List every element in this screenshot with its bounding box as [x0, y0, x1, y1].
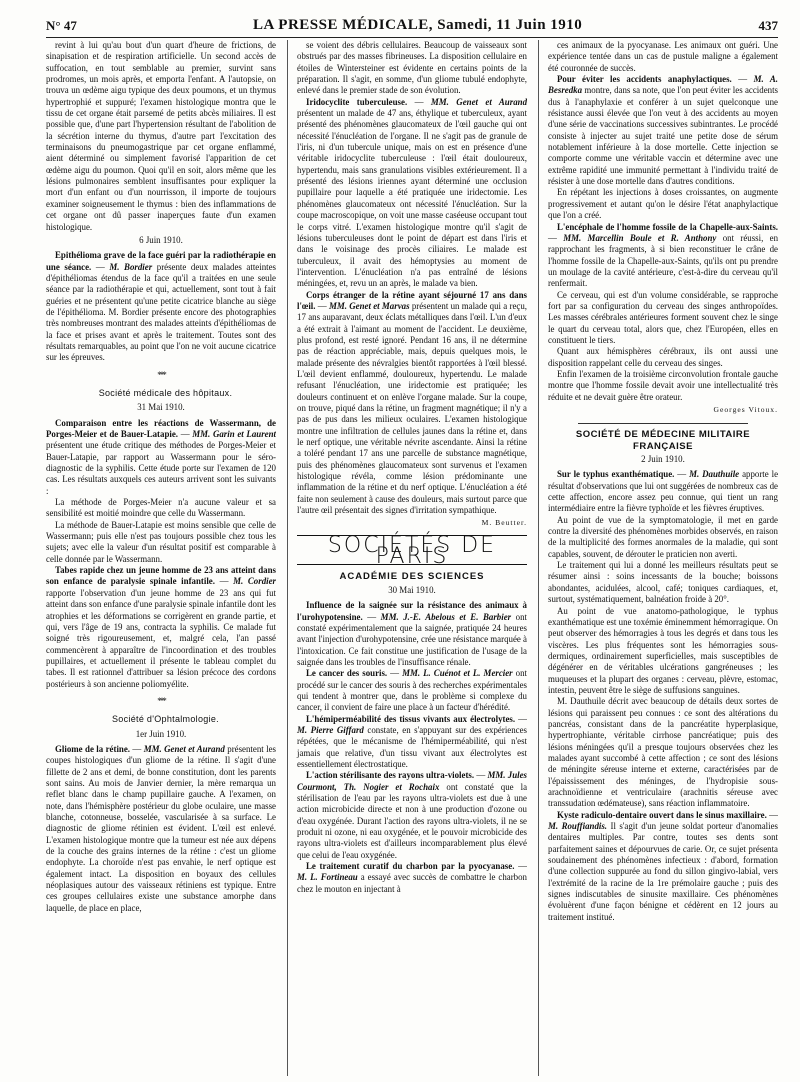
section-separator: ***: [157, 695, 165, 706]
paragraph: revint à lui qu'au bout d'un quart d'heure de frictions, de sinapisation et de respiration artificielle. Un second accès de suffocation, en tout semblable au premier, survint sans prodromes, un mois après, et emporta l'enfant. A l'autopsie, on trouva un œdème aigu typique des deux poumons, et un thymus hypertrophié et suppuré; l'examen histologique montra que le tissu de cet organe était parsemé de petits abcès miliaires. Il est possible que, d'une part l'hypertension résultant de l'abolition de la sécrétion interne du thymus, d'autre part l'excitation des terminaisons du pneumogastrique par cet organe enflammé, aient déterminé ou simplement favorisé l'apparition de cet œdème aigu du poumon. Quoi qu'il en soit, alors même que les lésions pulmonaires semblent insuffisantes pour expliquer la mort d'un enfant ou d'un nourrisson, il importe de toujours examiner soigneusement le thymus : bien des inflammations de cet organe ont dû passer inaperçues faute d'un examen histologique.: [46, 40, 276, 232]
article-author: MM. Jules Courmont, Th. Nogier et Rochaix: [297, 770, 527, 792]
author-signature: Georges Vitoux.: [713, 405, 778, 414]
article-title: Corps étranger de la rétine ayant séjourné 17 ans dans l'œil.: [297, 289, 527, 311]
article-title: Influence de la saignée sur la résistance des animaux à l'urohypotensine.: [297, 600, 527, 622]
article-entry: Tabes rapide chez un jeune homme de 23 ans atteint dans son enfance de paralysie spinale infantile. — M. Cordier rapporte l'observation d'un jeune homme de 23 ans qui fut atteint dans son enfance d'une paralysie spinale infantile dont les atrophies et les déformations se corrigèrent en grande partie, et qui, vers l'âge de 19 ans, contracta la syphilis. Ce malade fut soigné très rigoureusement, et, malgré cela, l'an passé commencèrent à apparaître de l'incoordination et des troubles pupillaires, et actuellement il présente le tableau complet du tabes. Il est rationnel d'attribuer sa lésion précoce des cordons postérieurs à son ancienne poliomyélite.: [46, 565, 276, 689]
section-separator: ***: [157, 369, 165, 380]
article-entry: Le cancer des souris. — MM. L. Cuénot et L. Mercier ont procédé sur le cancer des souris à des recherches expérimentales qui tendent à montrer que, dans le problème si complexe du cancer, il convient de faire une place à un facteur d'hérédité.: [297, 668, 527, 713]
article-body: a essayé avec succès de combattre le charbon chez le mouton en injectant à: [297, 872, 527, 894]
article-author: M. Rouffiandis.: [548, 821, 608, 832]
society-heading: SOCIÉTÉ DE MÉDECINE MILITAIRE FRANÇAISE: [575, 429, 751, 452]
paragraph: La méthode de Porges-Meier n'a aucune valeur et sa sensibilité est moitié moindre que celle du Wassermann.: [46, 497, 276, 519]
article-author: MM. Genet et Marvas: [328, 300, 410, 311]
article-author: MM. Genet et Aurand: [430, 96, 527, 107]
article-entry: L'encéphale de l'homme fossile de la Chapelle-aux-Saints. — MM. Marcellin Boule et R. Anthony ont réussi, en rapprochant les fragments, à si bien reconstituer le crâne de l'homme fossile de la Chapelle-aux-Saints, qu'ils ont pu prendre un moulage de la cavité antérieure, c'est-à-dire du cerveau qu'il renfermait.: [548, 221, 778, 289]
article-author: M. L. Fortineau: [297, 872, 358, 883]
article-author: M. Cordier: [233, 576, 276, 587]
article-entry: Epithélioma grave de la face guéri par la radiothérapie en une séance. — M. Bordier présente deux malades atteintes d'épithéliomas étendus de la face qu'il a traitées en une seule séance par la radiothérapie et qui, actuellement, sont tout à fait guéries et ne présentent qu'une petite cicatrice blanche au siège de l'épithélioma. M. Bordier présente encore des photographies très nombreuses montrant des malades atteints d'épithéliomas de la face et prises avant et après le traitement. Toutes sont des résultats remarquables, au point que l'on ne voit aucune cicatrice sur les épreuves.: [46, 250, 276, 363]
article-entry: Pour éviter les accidents anaphylactiques. — M. A. Besredka montre, dans sa note, que l'on peut éviter les accidents dus à l'anaphylaxie et conférer à un sujet quelconque une résistance aussi élevée que l'on veut à des accidents au moyen d'une série de vaccinations successives subintrantes. Le procédé consiste à injecter au sujet traité une petite dose de sérum notablement inférieure à la dose mortelle. Cette injection se comporte comme une véritable vaccin et détermine avec une extrême rapidité une immunité permettant à l'individu traité de résister à une dose mortelle dans d'autres conditions.: [548, 74, 778, 187]
article-author: MM. Genet et Aurand: [143, 743, 225, 754]
article-body: ont procédé sur le cancer des souris à des recherches expérimentales qui tendent à montrer que, dans le problème si complexe du cancer, il convient de faire une place à un facteur d'hérédité.: [297, 668, 527, 713]
article-body: Il s'agit d'un jeune soldat porteur d'anomalies dentaires multiples. Par contre, toutes ses dents sont parfaitement saines et dépourvues de carie. Or, ce sujet présenta soudainement des phénomènes infectieux : d'abord, formation d'une collection suppurée au fond du sillon gingivo-labial, vers l'extrémité de la racine de la 1re prémolaire gauche ; puis des signes indiscutables de sinusite maxillaire. Ces phénomènes évoluèrent d'une façon bénigne et cédèrent en 12 jours au traitement institué.: [548, 821, 778, 922]
article-author: MM. Marcellin Boule et R. Anthony: [563, 232, 717, 243]
article-title: Pour éviter les accidents anaphylactiques.: [557, 74, 732, 85]
academy-heading: ACADÉMIE DES SCIENCES: [339, 571, 485, 583]
article-author: MM. Garin et Laurent: [192, 429, 276, 439]
journal-title: LA PRESSE MÉDICALE, Samedi, 11 Juin 1910: [253, 17, 583, 33]
article-title: Sur le typhus exanthématique.: [557, 469, 675, 480]
column-middle: [287, 40, 527, 1076]
paragraph: Ce cerveau, qui est d'un volume considérable, se rapproche fort par sa configuration du cerveau des singes anthropoïdes. Les masses cérébrales antérieures forment souvent chez le singe le quart du cerveau total, alors que, chez l'Européen, elles en constituent le tiers.: [548, 289, 778, 345]
article-author: M. Dauthuile: [689, 469, 740, 480]
article-title: Gliome de la rétine.: [55, 743, 131, 754]
paragraph: se voient des débris cellulaires. Beaucoup de vaisseaux sont obstrués par des masses fibrineuses. La disposition cellulaire en étoiles de Wintersteiner est évidente en certains points de la préparation. Il s'agit, en somme, d'un gliome tubulé endophyte, enlevé dans le premier stade de son évolution.: [297, 40, 527, 96]
article-title: Le cancer des souris.: [306, 668, 388, 679]
author-signature: M. Beutter.: [481, 518, 527, 528]
divider: [578, 423, 748, 424]
paragraph: Le traitement qui lui a donné les meilleurs résultats peut se résumer ainsi : soins incessants de la bouche; boissons abondantes, acidulées, alcool, café; toniques cardiaques, et, surtout, systématiquement, balnéation froide à 20°.: [548, 560, 778, 605]
paragraph: ces animaux de la pyocyanase. Les animaux ont guéri. Une expérience tentée dans un cas de pustule maligne a également été couronnée de succès.: [548, 40, 778, 73]
session-date: 30 Mai 1910.: [388, 584, 436, 595]
article-title: L'encéphale de l'homme fossile de la Chapelle-aux-Saints.: [557, 221, 778, 232]
text-columns: [46, 40, 778, 1076]
paragraph: Quant aux hémisphères cérébraux, ils ont aussi une disposition rappelant celle du cerveau des singes.: [548, 346, 778, 368]
article-entry: Iridocyclite tuberculeuse. — MM. Genet et Aurand présentent un malade de 47 ans, éthylique et tuberculeux, ayant présenté des phénomènes glaucomateux de l'œil gauche qui ont nécessité l'énucléation de l'organe. Il ne s'agit pas de granule de l'iris, ni d'un tubercule unique, mais on est en présence d'une véritable iridocyclite tuberculeuse : l'œil était douloureux, hypertendu, mais sans granulations visibles extérieurement. Il a présenté des lésions iriennes ayant déterminé une occlusion pupillaire pour laquelle a été pratiquée une iridectomie. Les phénomènes glaucomateux ont nécessité l'énucléation. Sur la coupe macroscopique, on voit une masse caséeuse occupant tout le corps vitré. L'examen histologique montre qu'il s'agit de lésions tuberculeuses dont le point de départ est dans l'iris et dans le voisinage des procès ciliaires. Le malade est tuberculeux, il avait des hémoptysies au moment de l'intervention. L'énucléation n'a pas entraîné de lésions méningées, et, revu un an après, le malade va bien.: [297, 96, 527, 289]
article-title: Comparaison entre les réactions de Wassermann, de Porges-Meier et de Bauer-Latapie.: [46, 417, 276, 439]
article-body: ont constaté expérimentalement que la saignée, pratiquée 24 heures avant l'injection d'urohypotensine, crée une résistance marquée à l'intoxication. Ce fait constitue une justification de l'usage de la saignée dans les troubles de l'insuffisance rénale.: [297, 611, 527, 667]
section-banner: SOCIÉTÉS DE PARIS: [297, 535, 527, 566]
article-body: constate, en s'appuyant sur des expériences répétées, que le mécanisme de l'hémiperméabilité, qui n'est jamais que relative, d'un tissu vivant aux électrolytes est essentiellement électrostatique.: [297, 724, 527, 769]
article-entry: Le traitement curatif du charbon par la pyocyanase. — M. L. Fortineau a essayé avec succès de combattre le charbon chez le mouton en injectant à: [297, 861, 527, 894]
article-entry: Comparaison entre les réactions de Wassermann, de Porges-Meier et de Bauer-Latapie. — MM. Garin et Laurent présentent une étude critique des méthodes de Porges-Meier et Bauer-Latapie, par rapport au Wassermann pour le séro-diagnostic de la syphilis. Cette étude porte sur l'examen de 120 cas. Les résultats auxquels ces auteurs arrivent sont les suivants :: [46, 417, 276, 496]
article-body: rapporte l'observation d'un jeune homme de 23 ans qui fut atteint dans son enfance d'une paralysie spinale infantile dont les atrophies et les déformations se corrigèrent en grande partie, et qui, vers l'âge de 19 ans, contracta la syphilis. Ce malade fut soigné très rigoureusement, et, malgré cela, l'an passé commencèrent à apparaître de l'incoordination et des troubles pupillaires, et actuellement il présente le tableau complet du tabes. Il est rationnel d'attribuer sa lésion précoce des cordons postérieurs à son ancienne poliomyélite.: [46, 587, 276, 689]
article-author: M. A. Besredka: [548, 74, 778, 96]
article-body: présente deux malades atteintes d'épithéliomas étendus de la face qu'il a traitées en une seule séance par la radiothérapie et qui, actuellement, sont tout à fait guéries et ne présentent qu'une petite cicatrice blanche au siège de l'épithélioma. M. Bordier présente encore des photographies très nombreuses montrant des malades atteints d'épithéliomas de la face et prises avant et après le traitement. Toutes sont des résultats remarquables, au point que l'on ne voit aucune cicatrice sur les épreuves.: [46, 261, 276, 363]
article-entry: L'action stérilisante des rayons ultra-violets. — MM. Jules Courmont, Th. Nogier et Rochaix ont constaté que la stérilisation de l'eau par les rayons ultra-violets est due à une action microbicide directe et non à une production d'ozone ou d'eau oxygénée. Durant l'action des rayons ultra-violets, il ne se produit ni ozone, ni eau oxygénée, et le pouvoir microbicide des rayons ultra-violets est d'ailleurs incomparablement plus élevé que celui de l'eau oxygénée.: [297, 770, 527, 860]
column-left: [46, 40, 276, 1076]
running-header: [46, 8, 778, 38]
article-author: MM. J.-E. Abelous et E. Barbier: [380, 611, 512, 622]
article-entry: L'hémiperméabilité des tissus vivants aux électrolytes. — M. Pierre Giffard constate, en s'appuyant sur des expériences répétées, que le mécanisme de l'hémiperméabilité, qui n'est jamais que relative, d'un tissu vivant aux électrolytes est essentiellement électrostatique.: [297, 713, 527, 769]
article-title: Tabes rapide chez un jeune homme de 23 ans atteint dans son enfance de paralysie spinale infantile.: [46, 565, 276, 587]
article-body: présentent un malade de 47 ans, éthylique et tuberculeux, ayant présenté des phénomènes glaucomateux de l'œil gauche qui ont nécessité l'énucléation de l'organe. Il ne s'agit pas de granule de l'iris, ni d'un tubercule unique, mais on est en présence d'une véritable iridocyclite tuberculeuse : l'œil était douloureux, hypertendu, mais sans granulations visibles extérieurement. Il a présenté des lésions iriennes ayant déterminé une occlusion pupillaire pour laquelle a été pratiquée une iridectomie. Les phénomènes glaucomateux ont nécessité l'énucléation. Sur la coupe macroscopique, on voit une masse caséeuse occupant tout le corps vitré. L'examen histologique montre qu'il s'agit de lésions tuberculeuses dont le point de départ est dans l'iris et dans le voisinage des procès ciliaires. Le malade est tuberculeux, il avait des hémoptysies au moment de l'intervention. L'énucléation n'a pas entraîné de lésions méningées, et, revu un an après, le malade va bien.: [297, 108, 527, 289]
article-author: M. Bordier: [109, 261, 153, 272]
society-heading: Société d'Ophtalmologie.: [112, 714, 219, 725]
article-author: M. Pierre Giffard: [297, 724, 364, 735]
article-body: ont réussi, en rapprochant les fragments, à si bien reconstituer le crâne de l'homme fossile de la Chapelle-aux-Saints, qu'ils ont pu prendre un moulage de la cavité antérieure, c'est-à-dire du cerveau qu'il renfermait.: [548, 232, 778, 289]
session-date: 31 Mai 1910.: [137, 402, 185, 413]
article-entry: Kyste radiculo-dentaire ouvert dans le sinus maxillaire. — M. Rouffiandis. Il s'agit d'un jeune soldat porteur d'anomalies dentaires multiples. Par contre, toutes ses dents sont parfaitement saines et dépourvues de carie. Or, ce sujet présenta soudainement des phénomènes infectieux : d'abord, formation d'une collection suppurée au fond du sillon gingivo-labial, vers l'extrémité de la racine de la 1re prémolaire gauche ; puis des signes indiscutables de sinusite maxillaire. Ces phénomènes évoluèrent d'une façon bénigne et cédèrent en 12 jours au traitement institué.: [548, 809, 778, 922]
article-body: présentent les coupes histologiques d'un gliome de la rétine. Il s'agit d'une fillette de 2 ans et demi, de bonne constitution, dont les parents sont sains. Au mois de Janvier dernier, la mère remarqua un reflet blanc dans le champ pupillaire gauche. A l'examen, on note, dans l'hémisphère postérieur du globe oculaire, une masse blanche, cotonneuse, bosselée, vascularisée à sa surface. Le diagnostic de gliome rétinien est évident. L'œil est enlevé. L'examen histologique montre que la tumeur est née aux dépens de la couche des grains internes de la rétine : c'est un gliome endophyte. La choroïde n'est pas envahie, le nerf optique est également intact. La disposition en boyaux des cellules néoplasiques autour des vaisseaux rétiniens est typique. Entre ces groupes cellulaires existe une substance amorphe dans laquelle, de place en place,: [46, 743, 276, 913]
article-entry: Influence de la saignée sur la résistance des animaux à l'urohypotensine. — MM. J.-E. Abelous et E. Barbier ont constaté expérimentalement que la saignée, pratiquée 24 heures avant l'injection d'urohypotensine, crée une résistance marquée à l'intoxication. Ce fait constitue une justification de l'usage de la saignée dans les troubles de l'insuffisance rénale.: [297, 600, 527, 667]
paragraph: M. Dauthuile décrit avec beaucoup de détails deux sortes de lésions qui paraissent peu connues : ce sont des altérations du pancréas, consistant dans de la pancréatite hyperplasique, hypertrophiante, véritable cirrhose pancréatique; puis des lésions méningées qu'il a presque toujours observées chez les malades ayant succombé à cette affection ; ce sont des lésions de méningite séreuse interne et externe, caractérisées par de l'épaississement des méninges, de l'hydropisie sous-arachnoïdienne et ventriculaire (arachnitis séreuse avec transsudation œdémateuse), sans réaction inflammatoire.: [548, 696, 778, 809]
paragraph: En répétant les injections à doses croissantes, on augmente progressivement et autant qu'on le désire l'état anaphylactique que l'on a créé.: [548, 187, 778, 221]
article-body: présentent un malade qui a reçu, 17 ans auparavant, deux éclats métalliques dans l'œil. L'un d'eux a été extrait à l'aimant au moment de l'accident. Le deuxième, plus profond, est resté ignoré. Pendant 16 ans, il ne détermine pas de réaction appréciable, mais, depuis quelques mois, le malade présente des névralgies bientôt rapportées à l'œil blessé. L'œil devient enflammé, douloureux, hypertendu. Le malade refusant l'énucléation, une iridectomie est pratiquée; les douleurs continuent et on enlève l'organe malade. Sur la coupe, on trouve, piqué dans la rétine, un fragment magnétique; il n'y a pas de pus dans les milieux oculaires. L'examen histologique montre une infiltration de cellules jaunes dans la rétine et, dans le nerf optique, une véritable névrite ascendante. Ainsi la rétine a toléré pendant 17 ans une parcelle de substance magnétique, puis des phénomènes glaucomateux sont survenus et l'examen histologique révéla, comme lésion prédominante une inflammation de la rétine et du nerf optique. L'énucléation a été faite non seulement à cause des douleurs, mais surtout parce que l'autre œil présentait des signes d'irritation sympathique.: [297, 300, 527, 516]
article-body: ont constaté que la stérilisation de l'eau par les rayons ultra-violets est due à une action microbicide directe et non à une production d'ozone ou d'eau oxygénée. Durant l'action des rayons ultra-violets, il ne se produit ni ozone, ni eau oxygénée, et le pouvoir microbicide des rayons ultra-violets est d'ailleurs incomparablement plus élevé que celui de l'eau oxygénée.: [297, 781, 527, 860]
article-entry: Gliome de la rétine. — MM. Genet et Aurand présentent les coupes histologiques d'un gliome de la rétine. Il s'agit d'une fillette de 2 ans et demi, de bonne constitution, dont les parents sont sains. Au mois de Janvier dernier, la mère remarqua un reflet blanc dans le champ pupillaire gauche. A l'examen, on note, dans l'hémisphère postérieur du globe oculaire, une masse blanche, cotonneuse, bosselée, vascularisée à sa surface. Le diagnostic de gliome rétinien est évident. L'œil est enlevé. L'examen histologique montre que la tumeur est née aux dépens de la couche des grains internes de la rétine : c'est un gliome endophyte. La choroïde n'est pas envahie, le nerf optique est également intact. La disposition en boyaux des cellules néoplasiques autour des vaisseaux rétiniens est typique. Entre ces groupes cellulaires existe une substance amorphe dans laquelle, de place en place,: [46, 743, 276, 913]
society-heading: Société médicale des hôpitaux.: [98, 387, 233, 398]
article-body: montre, dans sa note, que l'on peut éviter les accidents dus à l'anaphylaxie et conférer à un sujet quelconque une résistance aussi élevée que l'on veut à des accidents au moyen d'une série de vaccinations successives subintrantes. Le procédé consiste à injecter au sujet traité une petite dose de sérum notablement inférieure à la dose mortelle. Cette injection se comporte comme une véritable vaccin et détermine avec une extrême rapidité une immunité permettant à l'individu traité de résister à une dose mortelle dans d'autres conditions.: [548, 85, 778, 187]
article-body: apporte le résultat d'observations que lui ont suggérées de nombreux cas de cette affection, encore assez peu connue, qui tient un rang intermédiaire entre la fièvre typhoïde et les fièvres éruptives.: [548, 469, 778, 514]
article-title: L'hémiperméabilité des tissus vivants aux électrolytes.: [306, 713, 516, 724]
issue-number: N° 47: [46, 18, 77, 33]
paragraph: Au point de vue de la symptomatologie, il met en garde contre la diversité des phénomènes morbides observés, en raison de la multiplicité des formes anormales de la maladie, qui sont capables, souvent, de dérouter le praticien non averti.: [548, 514, 778, 559]
article-entry: Sur le typhus exanthématique. — M. Dauthuile apporte le résultat d'observations que lui ont suggérées de nombreux cas de cette affection, encore assez peu connue, qui tient un rang intermédiaire entre la fièvre typhoïde et les fièvres éruptives.: [548, 469, 778, 514]
paragraph: Enfin l'examen de la troisième circonvolution frontale gauche montre que l'homme fossile devait avoir une intellectualité très réduite et ne devait guère être orateur.: [548, 368, 778, 402]
session-date: 1er Juin 1910.: [135, 728, 187, 739]
session-date: 2 Juin 1910.: [641, 454, 685, 465]
column-right: [538, 40, 778, 1076]
article-title: Epithélioma grave de la face guéri par la radiothérapie en une séance.: [46, 250, 276, 272]
paragraph: Au point de vue anatomo-pathologique, le typhus exanthématique est une toxémie éminemment hémorragique. On peut observer des hémorragies à tous les degrés et dans tous les viscères. Les plus fréquentes sont les hémorragies sous-dermiques, ordinairement superficielles, mais susceptibles de dégénérer en de véritables ulcérations gangréneuses ; les muqueuses et la plupart des organes : cerveau, plèvre, estomac, intestin, peuvent être le siège de suffusions sanguines.: [548, 605, 778, 695]
paragraph: La méthode de Bauer-Latapie est moins sensible que celle de Wassermann; puis elle n'est pas toujours possible chez tous les sujets; avec elle la valeur d'un résultat positif est comparable à celle donnée par le Wassermann.: [46, 519, 276, 564]
article-title: Kyste radiculo-dentaire ouvert dans le sinus maxillaire.: [557, 809, 767, 820]
page-number: 437: [758, 18, 778, 33]
article-title: Le traitement curatif du charbon par la pyocyanase.: [306, 861, 515, 872]
article-title: Iridocyclite tuberculeuse.: [306, 96, 408, 107]
article-author: MM. L. Cuénot et L. Mercier: [402, 668, 513, 679]
article-body: présentent une étude critique des méthodes de Porges-Meier et Bauer-Latapie, par rapport au Wassermann pour le séro-diagnostic de la syphilis. Cette étude porte sur l'examen de 120 cas. Les résultats auxquels ces auteurs arrivent sont les suivants :: [46, 440, 276, 496]
article-entry: Corps étranger de la rétine ayant séjourné 17 ans dans l'œil. — MM. Genet et Marvas présentent un malade qui a reçu, 17 ans auparavant, deux éclats métalliques dans l'œil. L'un d'eux a été extrait à l'aimant au moment de l'accident. Le deuxième, plus profond, est resté ignoré. Pendant 16 ans, il ne détermine pas de réaction appréciable, mais, depuis quelques mois, le malade présente des névralgies bientôt rapportées à l'œil blessé. L'œil devient enflammé, douloureux, hypertendu. Le malade refusant l'énucléation, une iridectomie est pratiquée; les douleurs continuent et on enlève l'organe malade. Sur la coupe, on trouve, piqué dans la rétine, un fragment magnétique; il n'y a pas de pus dans les milieux oculaires. L'examen histologique montre une infiltration de cellules jaunes dans la rétine et, dans le nerf optique, une véritable névrite ascendante. Ainsi la rétine a toléré pendant 17 ans une parcelle de substance magnétique, puis des phénomènes glaucomateux sont survenus et l'examen histologique révéla, comme lésion prédominante une inflammation de la rétine et du nerf optique. L'énucléation a été faite non seulement à cause des douleurs, mais surtout parce que l'autre œil présentait des signes d'irritation sympathique.: [297, 289, 527, 516]
session-date: 6 Juin 1910.: [139, 234, 183, 245]
article-title: L'action stérilisante des rayons ultra-violets.: [306, 770, 475, 781]
